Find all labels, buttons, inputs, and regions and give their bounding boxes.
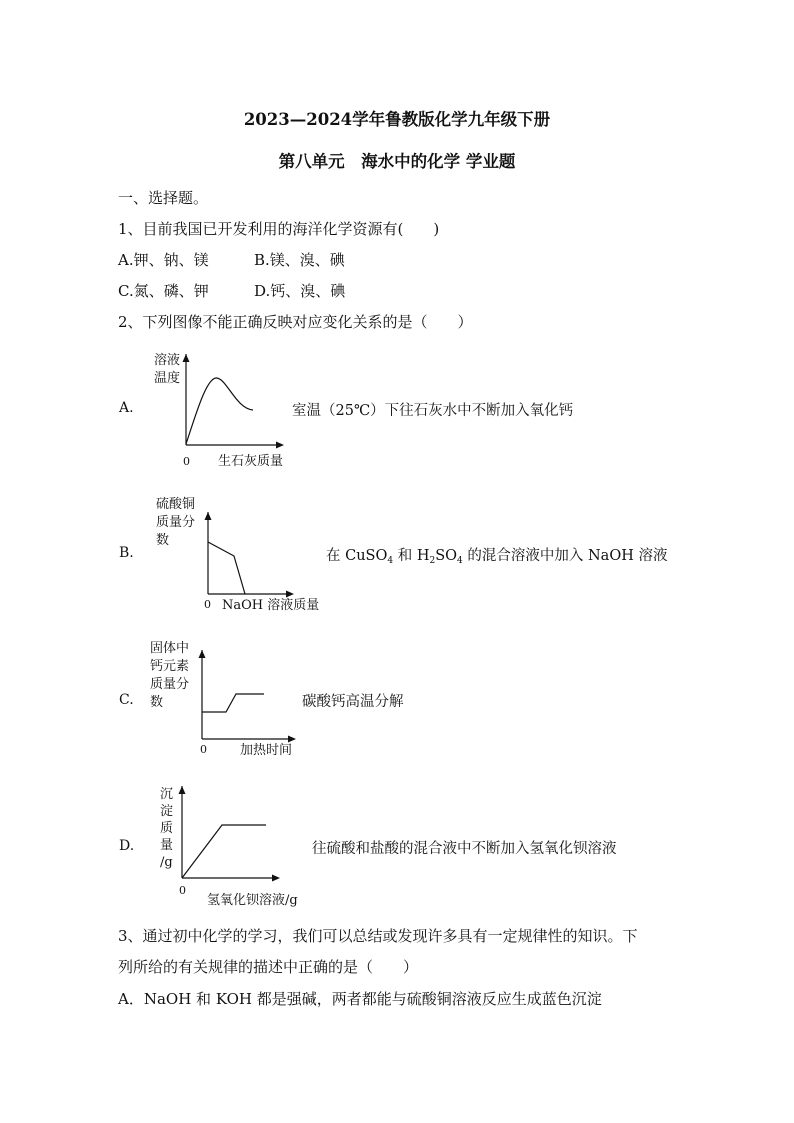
graph-d-origin: 0	[179, 884, 186, 897]
graph-a-origin: 0	[183, 455, 190, 468]
page-subtitle: 第八单元 海水中的化学 学业题	[278, 152, 516, 171]
graph-d-xlabel: 氢氧化钡溶液/g	[207, 893, 298, 908]
section-heading: 一、选择题。	[118, 189, 209, 207]
graph-a-plot	[178, 354, 288, 449]
q1-option-a: A.钾、钠、镁	[118, 251, 209, 269]
graph-b-ylabel: 硫酸铜 质量分 数	[156, 497, 196, 548]
graph-d-ylabel: 沉 淀 质 量 /g	[160, 787, 174, 870]
graph-c-xlabel: 加热时间	[240, 743, 293, 758]
q3-stem-line2: 列所给的有关规律的描述中正确的是（ ）	[118, 958, 419, 976]
graph-a-x-arrow	[276, 442, 284, 449]
graph-b-xlabel: NaOH 溶液质量	[222, 598, 320, 613]
q1-stem: 1、目前我国已开发利用的海洋化学资源有( )	[118, 220, 440, 238]
page-title: 2023—2024学年鲁教版化学九年级下册	[243, 110, 551, 129]
graph-a-xlabel: 生石灰质量	[218, 454, 284, 469]
graph-c-curve	[202, 694, 264, 712]
graph-b-y-arrow	[205, 512, 212, 520]
q1-option-d: D.钙、溴、碘	[254, 282, 346, 300]
graph-b-curve	[208, 542, 245, 594]
graph-b-origin: 0	[204, 598, 211, 611]
graph-c-origin: 0	[200, 743, 207, 756]
q3-option-a: A．NaOH 和 KOH 都是强碱，两者都能与硫酸铜溶液反应生成蓝色沉淀	[118, 990, 602, 1008]
graph-d-curve	[182, 825, 266, 878]
graph-d-y-arrow	[179, 786, 186, 794]
graph-d-x-arrow	[272, 875, 280, 882]
graph-a-ylabel: 溶液 温度	[154, 353, 181, 386]
graph-c-ylabel: 固体中 钙元素 质量分 数	[150, 641, 190, 710]
graph-d-description: 往硫酸和盐酸的混合液中不断加入氢氧化钡溶液	[312, 841, 617, 857]
graph-a-y-arrow	[183, 354, 190, 362]
graph-b-plot	[200, 512, 300, 596]
q3-stem-line1: 3、通过初中化学的学习，我们可以总结或发现许多具有一定规律性的知识。下	[118, 927, 638, 945]
q1-option-b: B.镁、溴、碘	[254, 251, 345, 269]
q1-option-c: C.氮、磷、钾	[118, 282, 209, 300]
graph-c-description: 碳酸钙高温分解	[302, 694, 404, 710]
graph-d-plot	[174, 786, 286, 881]
q2-stem: 2、下列图像不能正确反映对应变化关系的是（ ）	[118, 313, 473, 331]
graph-a-description: 室温（25℃）下往石灰水中不断加入氧化钙	[292, 403, 574, 419]
graph-c-letter: C.	[119, 692, 134, 708]
graph-a-letter: A.	[119, 400, 134, 416]
graph-d-letter: D.	[119, 838, 135, 854]
graph-c-plot	[194, 650, 304, 742]
graph-a-curve	[186, 378, 253, 444]
graph-c-y-arrow	[199, 650, 206, 658]
graph-b-letter: B.	[119, 545, 134, 561]
graph-b-description: 在 CuSO$_4$ 和 $H_2SO_4$ 的混合溶液中加入 NaOH 溶液	[326, 548, 668, 566]
